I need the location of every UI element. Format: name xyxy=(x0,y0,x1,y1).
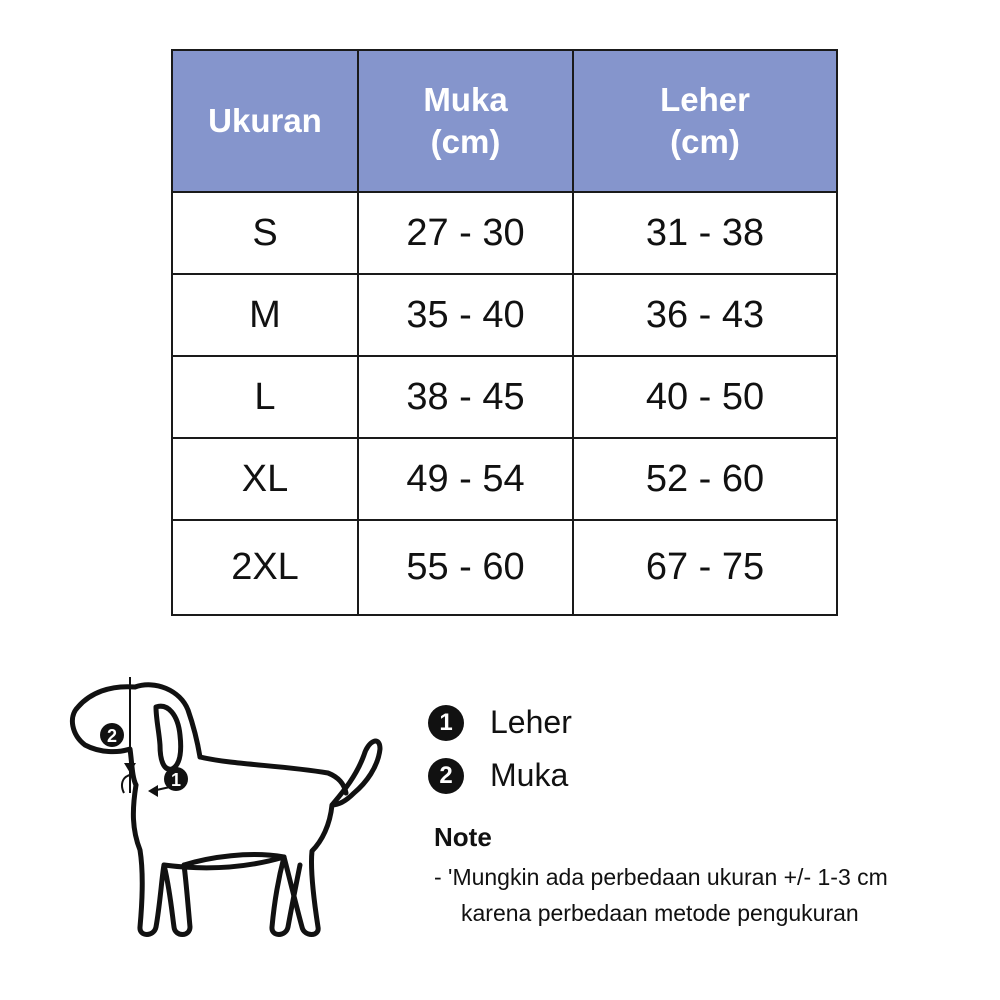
table-row xyxy=(172,274,837,356)
header-ukuran-text: Ukuran xyxy=(208,102,322,139)
table-row xyxy=(172,438,837,520)
cell-leher: 31 - 38 xyxy=(573,192,837,274)
legend-label-muka: Muka xyxy=(490,757,569,793)
marker-1-label: 1 xyxy=(170,770,182,790)
cell-muka: 35 - 40 xyxy=(358,274,573,356)
cell-size: L xyxy=(172,356,358,438)
cell-size: S xyxy=(172,192,358,274)
cell-leher: 52 - 60 xyxy=(573,438,837,520)
dog-front-leg-outline xyxy=(164,865,190,935)
header-leher xyxy=(573,50,837,192)
cell-muka: 49 - 54 xyxy=(358,438,573,520)
size-table xyxy=(171,49,838,616)
cell-muka: 38 - 45 xyxy=(358,356,573,438)
legend-label-leher: Leher xyxy=(490,704,572,740)
leher-arrow-icon xyxy=(148,785,158,797)
cell-muka: 27 - 30 xyxy=(358,192,573,274)
table-header-row xyxy=(172,50,837,192)
marker-2-label: 2 xyxy=(106,726,118,746)
cell-size: XL xyxy=(172,438,358,520)
header-ukuran xyxy=(172,50,358,192)
muka-measure-arc xyxy=(122,775,130,793)
header-leher-text: Leher xyxy=(660,81,750,118)
cell-size: M xyxy=(172,274,358,356)
dog-skull-outline xyxy=(135,685,200,757)
cell-leher: 36 - 43 xyxy=(573,274,837,356)
table-row xyxy=(172,192,837,274)
header-muka-unit: (cm) xyxy=(430,123,501,160)
legend-item-muka xyxy=(428,757,568,794)
dog-back-outline xyxy=(200,757,346,793)
header-leher-unit: (cm) xyxy=(670,123,740,160)
table-row xyxy=(172,356,837,438)
legend-number-2-icon: 2 xyxy=(428,758,464,794)
header-muka-text: Muka xyxy=(423,81,508,118)
cell-muka: 55 - 60 xyxy=(358,520,573,615)
dog-measurement-diagram xyxy=(60,665,390,955)
note-title: Note xyxy=(434,822,492,852)
table-row xyxy=(172,520,837,615)
cell-size: 2XL xyxy=(172,520,358,615)
legend-number-1-icon: 1 xyxy=(428,705,464,741)
cell-leher: 40 - 50 xyxy=(573,356,837,438)
note-line-1: - 'Mungkin ada perbedaan ukuran +/- 1-3 cm xyxy=(434,864,888,890)
note-line-2: karena perbedaan metode pengukuran xyxy=(461,900,859,926)
header-muka xyxy=(358,50,573,192)
cell-leher: 67 - 75 xyxy=(573,520,837,615)
dog-ear-outline xyxy=(156,706,181,769)
legend-item-leher xyxy=(428,704,572,741)
